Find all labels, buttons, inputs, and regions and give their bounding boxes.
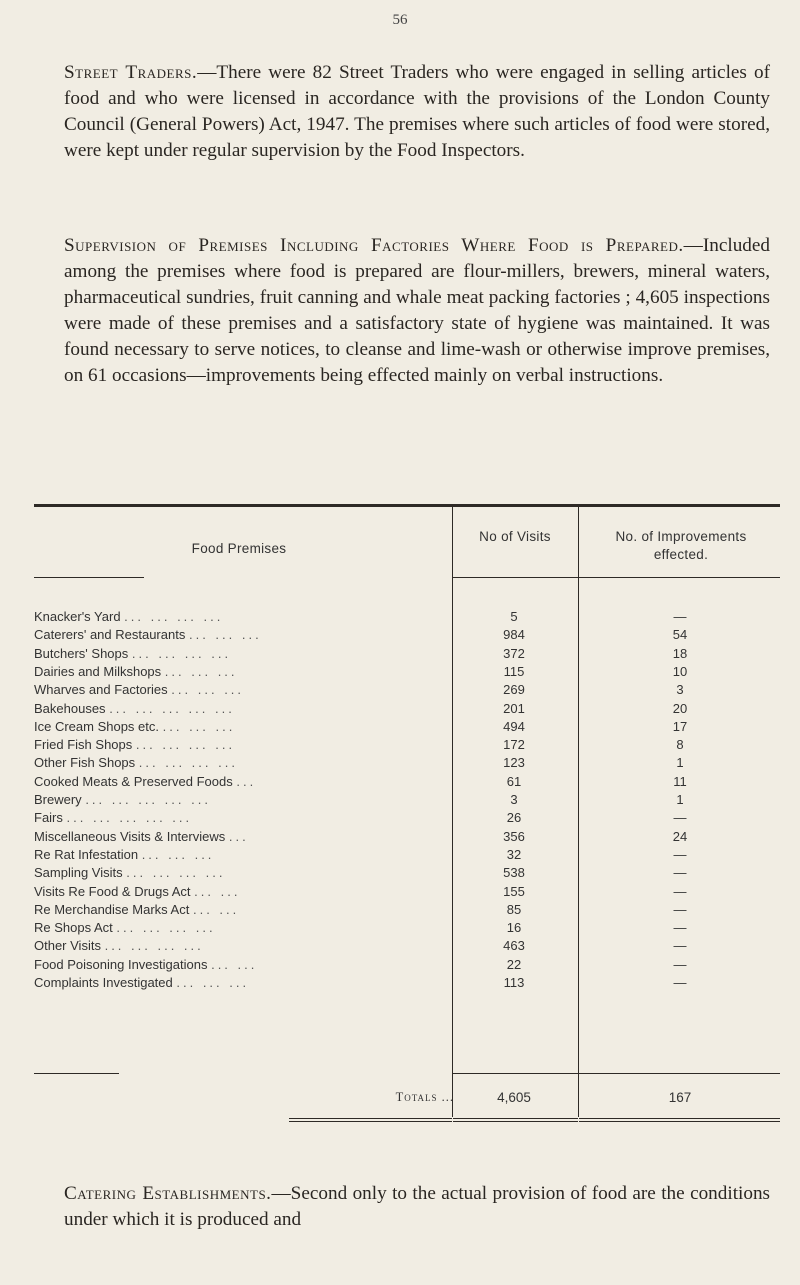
premises-label: Brewery: [34, 792, 82, 807]
premises-label: Dairies and Milkshops: [34, 663, 162, 679]
improvements-cell: 24: [672, 828, 688, 844]
leader-dots: ... ... ...: [171, 682, 245, 698]
improvements-cell: —: [673, 901, 687, 917]
premises-name: [34, 846, 439, 864]
premises-name: [34, 718, 439, 736]
premises-label: Miscellaneous Visits & Interviews: [34, 828, 226, 844]
visits-cell: 269: [503, 682, 525, 698]
leader-dots: ... ... ... ...: [124, 609, 224, 624]
premises-name: [34, 663, 439, 681]
table-row: [34, 956, 780, 974]
visits-cell: 5: [510, 609, 518, 624]
visits-cell: 61: [506, 773, 522, 789]
improvements-cell: 11: [673, 773, 687, 789]
improvements-cell: 54: [672, 627, 688, 643]
table-row: [34, 974, 780, 992]
premises-name: [34, 901, 439, 919]
improvements-cell: —: [673, 975, 687, 990]
premises-name: [34, 883, 439, 901]
improvements-cell: 10: [672, 663, 688, 679]
premises-label: Re Rat Infestation: [34, 846, 139, 862]
leader-dots: ...: [228, 828, 249, 844]
leader-dots: ... ... ... ...: [135, 737, 236, 753]
bottom-rule-right-1: [579, 1118, 780, 1119]
street-traders-text: —There were 82 Street Traders who were engaged in selling articles of food and who were licensed in accordance with the provisions of the London County Council (General Powers) Act, 1947. The premises where such articles of food were stored, were kept under regular supervision by the Food Inspectors.: [64, 62, 770, 161]
visits-cell: 155: [503, 883, 525, 899]
leader-dots: ... ... ...: [141, 846, 215, 862]
bottom-rule-left-2: [289, 1121, 452, 1122]
supervision-paragraph: [64, 233, 770, 389]
visits-cell: 201: [503, 700, 525, 716]
visits-cell: 85: [506, 901, 522, 917]
premises-label: Wharves and Factories: [34, 682, 168, 698]
premises-label: Re Shops Act: [34, 920, 113, 936]
premises-label: Butchers' Shops: [34, 645, 129, 661]
leader-dots: ... ... ... ...: [104, 938, 204, 954]
table-row: [34, 773, 780, 791]
table-row: [34, 681, 780, 699]
improvements-cell: —: [673, 846, 687, 862]
table-row: [34, 645, 780, 663]
premises-label: Caterers' and Restaurants: [34, 627, 186, 643]
header-rule-right: [579, 577, 780, 578]
visits-cell: 463: [503, 938, 525, 954]
premises-name: [34, 791, 439, 809]
visits-cell: 356: [503, 828, 525, 844]
leader-dots: ... ... ... ... ...: [66, 810, 193, 826]
table-row: [34, 809, 780, 827]
leader-dots: ... ... ... ... ...: [85, 792, 211, 807]
leader-dots: ... ... ... ...: [126, 865, 226, 881]
visits-cell: 172: [503, 737, 525, 753]
table-row: [34, 718, 780, 736]
table-row: [34, 754, 780, 772]
leader-dots: ... ... ... ... ...: [109, 700, 235, 716]
leader-dots: ... ... ... ...: [131, 645, 232, 661]
premises-name: [34, 681, 439, 699]
premises-name: [34, 956, 439, 974]
improvements-cell: —: [673, 810, 687, 826]
leader-dots: ... ... ...: [164, 663, 238, 679]
premises-label: Knacker's Yard: [34, 609, 121, 624]
visits-cell: 123: [503, 755, 525, 771]
improvements-cell: 3: [676, 682, 684, 698]
premises-name: [34, 937, 439, 955]
premises-label: Cooked Meats & Preserved Foods: [34, 773, 233, 789]
premises-label: Food Poisoning Investigations: [34, 956, 208, 972]
table-top-rule: [34, 504, 780, 507]
food-premises-table: [34, 504, 780, 1127]
premises-name: [34, 974, 439, 992]
premises-label: Fairs: [34, 810, 63, 826]
visits-cell: 32: [506, 846, 522, 862]
catering-text: —Second only to the actual provision of food are the conditions under which it is produced and: [64, 1183, 771, 1230]
visits-cell: 113: [503, 975, 525, 990]
page-number: 56: [392, 12, 408, 28]
visits-cell: 115: [503, 663, 525, 679]
visits-cell: 3: [510, 792, 518, 807]
leader-dots: ... ... ... ...: [138, 755, 238, 771]
premises-name: [34, 626, 439, 644]
visits-cell: 538: [503, 865, 525, 881]
totals-top-rule-left: [34, 1073, 119, 1074]
header-rule-mid: [453, 577, 578, 578]
header-food-premises: Food Premises: [191, 541, 287, 556]
improvements-cell: 1: [676, 755, 684, 771]
catering-heading: Catering Establishments.: [64, 1183, 272, 1204]
premises-label: Sampling Visits: [34, 865, 123, 881]
supervision-text: —Included among the premises where food is prepared are flour-millers, brewers, mineral waters, pharmaceutical sundries, fruit canning and whale meat packing factories ; 4,605 inspections were made of these premises and a satisfactory state of hygiene was maintained. It was found necessary to serve notices, to cleanse and lime-wash or otherwise improve premises, on 61 occasions—improvements being effected mainly on verbal instructions.: [64, 235, 770, 386]
leader-dots: ... ... ...: [188, 627, 262, 643]
premises-label: Re Merchandise Marks Act: [34, 901, 190, 917]
premises-name: [34, 645, 439, 663]
table-row: [34, 736, 780, 754]
premises-name: [34, 864, 439, 882]
table-row: [34, 608, 780, 626]
visits-cell: 22: [506, 956, 522, 972]
improvements-cell: —: [673, 865, 687, 881]
premises-label: Bakehouses: [34, 700, 106, 716]
table-row: [34, 846, 780, 864]
improvements-cell: —: [673, 956, 687, 972]
leader-dots: ... ... ... ...: [116, 920, 216, 936]
totals-improvements: 167: [668, 1090, 692, 1105]
premises-label: Fried Fish Shops: [34, 737, 133, 753]
premises-name: [34, 773, 439, 791]
improvements-cell: —: [673, 920, 687, 936]
street-traders-heading: Street Traders.: [64, 62, 198, 83]
premises-name: [34, 828, 439, 846]
premises-label: Other Visits: [34, 938, 101, 954]
table-row: [34, 883, 780, 901]
improvements-cell: —: [673, 938, 687, 954]
bottom-rule-mid-2: [453, 1121, 578, 1122]
bottom-rule-mid-1: [453, 1118, 578, 1119]
leader-dots: ...: [236, 773, 257, 789]
bottom-rule-left-1: [289, 1118, 452, 1119]
premises-label: Ice Cream Shops etc.: [34, 718, 159, 734]
table-row: [34, 937, 780, 955]
premises-name: [34, 736, 439, 754]
premises-label: Visits Re Food & Drugs Act: [34, 883, 191, 899]
catering-paragraph: [64, 1181, 770, 1233]
premises-name: [34, 754, 439, 772]
visits-cell: 26: [506, 810, 522, 826]
table-row: [34, 700, 780, 718]
leader-dots: ... ...: [211, 956, 258, 972]
totals-visits: 4,605: [497, 1090, 531, 1105]
table-row: [34, 919, 780, 937]
visits-cell: 16: [506, 920, 522, 936]
leader-dots: ... ...: [192, 901, 240, 917]
header-rule-left: [34, 577, 144, 578]
improvements-cell: 20: [672, 700, 688, 716]
totals-label: Totals ...: [395, 1090, 454, 1104]
improvements-cell: —: [673, 609, 687, 624]
visits-cell: 494: [503, 718, 525, 734]
bottom-rule-right-2: [579, 1121, 780, 1122]
totals-top-rule-right: [579, 1073, 780, 1074]
improvements-cell: —: [673, 883, 687, 899]
improvements-cell: 17: [672, 718, 688, 734]
totals-top-rule-mid: [453, 1073, 578, 1074]
street-traders-paragraph: [64, 60, 770, 164]
premises-name: [34, 919, 439, 937]
leader-dots: ... ... ...: [176, 975, 250, 990]
visits-cell: 984: [503, 627, 525, 643]
table-row: [34, 864, 780, 882]
improvements-cell: 1: [676, 792, 684, 807]
table-row: [34, 626, 780, 644]
premises-label: Other Fish Shops: [34, 755, 136, 771]
visits-cell: 372: [503, 645, 525, 661]
table-row: [34, 663, 780, 681]
premises-name: [34, 809, 439, 827]
premises-name: [34, 700, 439, 718]
improvements-cell: 18: [672, 645, 688, 661]
table-row: [34, 828, 780, 846]
table-row: [34, 901, 780, 919]
leader-dots: ... ... ...: [162, 718, 236, 734]
premises-name: [34, 608, 439, 626]
improvements-cell: 8: [676, 737, 684, 753]
supervision-heading: Supervision of Premises Including Factories Where Food is Prepared.: [64, 235, 684, 256]
header-improvements: No. of Improvements effected.: [615, 529, 747, 562]
leader-dots: ... ...: [194, 883, 241, 899]
header-visits: No of Visits: [479, 529, 551, 544]
table-row: [34, 791, 780, 809]
premises-label: Complaints Investigated: [34, 975, 173, 990]
